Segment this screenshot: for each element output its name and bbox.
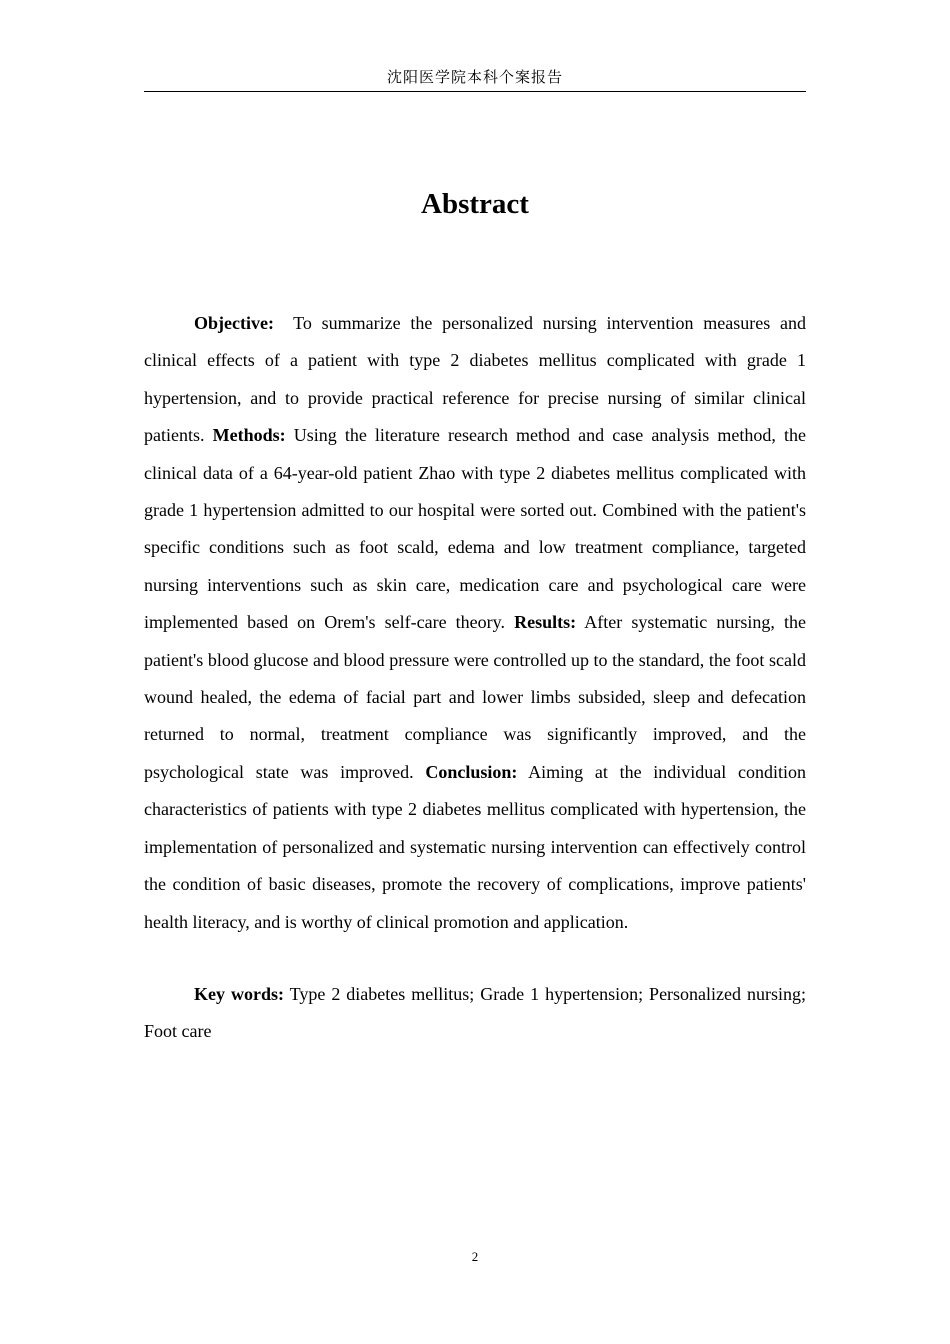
abstract-paragraph xyxy=(144,305,806,941)
conclusion-label: Conclusion: xyxy=(425,761,518,782)
page-title: Abstract xyxy=(421,188,529,220)
objective-label: Objective: xyxy=(194,313,274,333)
header-text: 沈阳医学院本科个案报告 xyxy=(386,68,563,86)
page-header xyxy=(144,66,806,92)
methods-text: Using the literature research method and case analysis method, the clinical data of a 64-year-old patient Zhao with type 2 diabetes mellitus complicated with grade 1 hypertension admitted to our hospital were sorted out. Combined with the patient's specific conditions such as foot scald, edema and low treatment compliance, targeted nursing interventions such as skin care, medication care and psychological care were implemented based on Orem's self-care theory. xyxy=(144,425,806,633)
results-label: Results: xyxy=(514,612,577,633)
keywords-text: Type 2 diabetes mellitus; Grade 1 hypertension; Personalized nursing; Foot care xyxy=(144,984,806,1042)
methods-label: Methods: xyxy=(212,425,286,446)
conclusion-text: Aiming at the individual condition characteristics of patients with type 2 diabetes mellitus complicated with hypertension, the implementation of personalized and systematic nursing intervention can effectively control the condition of basic diseases, promote the recovery of complications, improve patients' health literacy, and is worthy of clinical promotion and application. xyxy=(144,761,806,932)
page-number: 2 xyxy=(471,1249,479,1264)
keywords-label: Key words: xyxy=(194,984,284,1004)
results-text: After systematic nursing, the patient's blood glucose and blood pressure were controlled up to the standard, the foot scald wound healed, the edema of facial part and lower limbs subsided, sleep and defecation returned to normal, treatment compliance was significantly improved, and the psychological state was improved. xyxy=(144,612,807,782)
keywords-paragraph xyxy=(144,976,806,1051)
objective-text: To summarize the personalized nursing intervention measures and clinical effects of a patient with type 2 diabetes mellitus complicated with grade 1 hypertension, and to provide practical reference for precise nursing of similar clinical patients. xyxy=(144,313,806,446)
